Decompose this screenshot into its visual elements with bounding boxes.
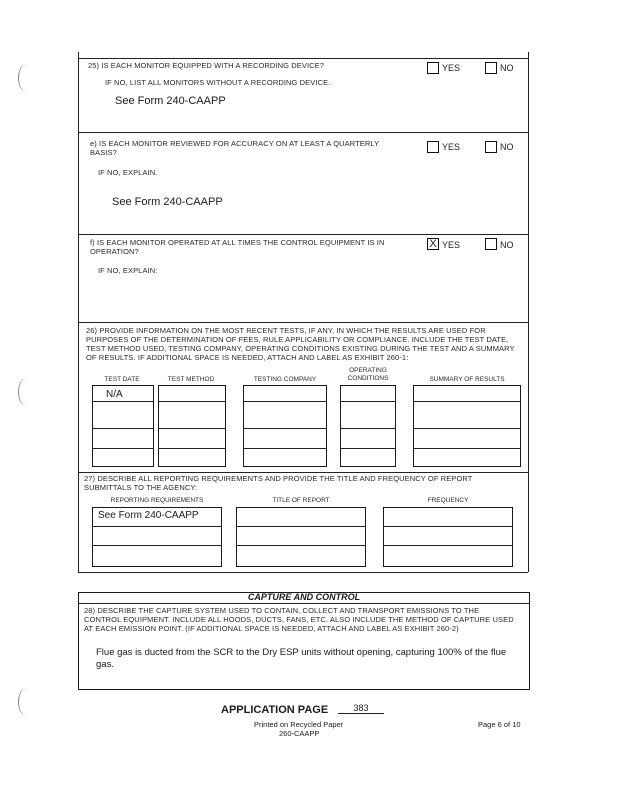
q26-col-operating-conditions: OPERATING CONDITIONS (347, 367, 389, 382)
qf-yes-checkbox[interactable]: X (427, 238, 439, 250)
binder-hole-top (18, 64, 35, 92)
form-code: 260-CAAPP (279, 729, 320, 738)
q26-col-test-date: TEST DATE (104, 376, 140, 383)
qe-no-checkbox[interactable] (485, 141, 497, 153)
qf-no-checkbox[interactable] (485, 238, 497, 250)
qe-answer: See Form 240-CAAPP (112, 196, 223, 208)
q25-question: 25) IS EACH MONITOR EQUIPPED WITH A RECORDING DEVICE? (88, 61, 325, 70)
printed-on-recycled: Printed on Recycled Paper (254, 720, 344, 729)
q25-note: IF NO, LIST ALL MONITORS WITHOUT A RECORDING DEVICE. (105, 78, 331, 87)
qe-question: e) IS EACH MONITOR REVIEWED FOR ACCURACY ON AT LEAST A QUARTERLY BASIS? (90, 139, 380, 157)
qf-question: f) IS EACH MONITOR OPERATED AT ALL TIMES THE CONTROL EQUIPMENT IS IN OPERATION? (90, 238, 385, 256)
binder-hole-bottom (18, 688, 35, 716)
q25-yes-checkbox[interactable] (427, 62, 439, 74)
qf-no-label: NO (500, 240, 514, 250)
q25-no-checkbox[interactable] (485, 62, 497, 74)
q26-question: 26) PROVIDE INFORMATION ON THE MOST RECENT TESTS, IF ANY, IN WHICH THE RESULTS ARE USED FOR PURPOSES OF THE DETERMINATION OF FEES, RULE APPLICABILITY OR COMPLIANCE. INCLUDE THE TEST DATE, TEST METHOD USED, TESTING COMPANY, OPERATING CONDITIONS EXISTING DURING THE TEST AND A SUMMARY OF RESULTS. IF ADDITIONAL SPACE IS NEEDED, ATTACH AND LABEL AS EXHIBIT 260-1: (86, 326, 515, 362)
frame-right (528, 52, 529, 572)
frame-left (78, 52, 79, 572)
binder-hole-middle (18, 378, 35, 406)
qe-note: IF NO, EXPLAIN. (98, 168, 158, 177)
q26-test-method-box[interactable] (158, 385, 226, 467)
q26-operating-conditions-box[interactable] (340, 385, 396, 467)
q25-yes-label: YES (442, 63, 461, 73)
q27-col-frequency: FREQUENCY (427, 497, 469, 504)
q27-req-value: See Form 240-CAAPP (98, 510, 199, 521)
q27-col-reporting-requirements: REPORTING REQUIREMENTS (110, 497, 204, 504)
q26-test-date-box[interactable] (92, 385, 154, 467)
q26-testing-company-box[interactable] (243, 385, 327, 467)
qe-no-label: NO (500, 142, 514, 152)
q26-col-testing-company: TESTING COMPANY (253, 376, 317, 383)
qf-note: IF NO, EXPLAIN: (98, 266, 158, 275)
q26-col-summary-of-results: SUMMARY OF RESULTS (429, 376, 505, 383)
q27-frequency-box[interactable] (383, 507, 513, 567)
application-page-label: APPLICATION PAGE (221, 704, 329, 716)
capture-answer: Flue gas is ducted from the SCR to the Dry ESP units without opening, capturing 100% of the flue gas. (96, 647, 507, 670)
qe-yes-checkbox[interactable] (427, 141, 439, 153)
q25-no-label: NO (500, 63, 514, 73)
qf-yes-label: YES (442, 240, 461, 250)
application-page-number: 383 (338, 703, 384, 714)
q26-test-date-value: N/A (106, 389, 123, 400)
qe-yes-label: YES (442, 142, 461, 152)
capture-heading: CAPTURE AND CONTROL (247, 592, 361, 602)
q27-question: 27) DESCRIBE ALL REPORTING REQUIREMENTS AND PROVIDE THE TITLE AND FREQUENCY OF REPORT SUBMITTALS TO THE AGENCY: (84, 474, 473, 492)
page-of: Page 6 of 10 (478, 720, 521, 729)
capture-question: 28) DESCRIBE THE CAPTURE SYSTEM USED TO CONTAIN, COLLECT AND TRANSPORT EMISSIONS TO THE CONTROL EQUIPMENT. INCLUDE ALL HOODS, DUCTS, FANS, ETC. ALSO INCLUDE THE METHOD OF CAPTURE USED AT EACH EMISSION POINT. (IF ADDITIONAL SPACE IS NEEDED, ATTACH AND LABEL AS EXHIBIT 260-2) (84, 606, 514, 633)
q27-col-title-of-report: TITLE OF REPORT (272, 497, 330, 504)
q25-answer: See Form 240-CAAPP (115, 95, 226, 107)
q26-col-test-method: TEST METHOD (167, 376, 215, 383)
q27-title-of-report-box[interactable] (236, 507, 366, 567)
q26-summary-box[interactable] (413, 385, 521, 467)
